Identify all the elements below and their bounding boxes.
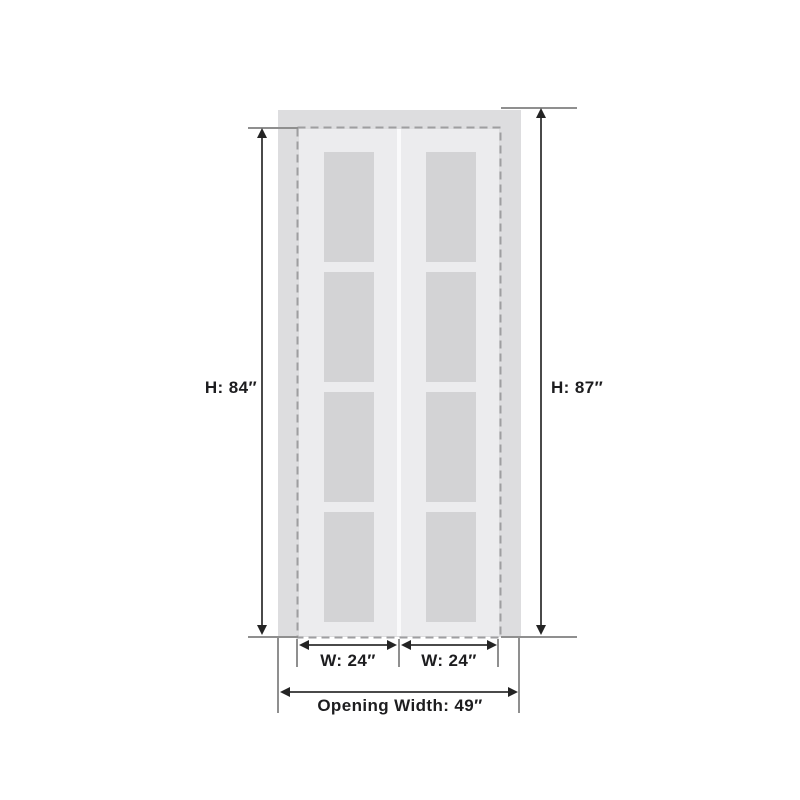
dimension-arrow-opening-height bbox=[540, 112, 542, 632]
arrowhead-left-icon bbox=[401, 640, 411, 650]
arrowhead-down-icon bbox=[536, 625, 546, 635]
dimension-cap-line bbox=[501, 636, 577, 638]
arrowhead-left-icon bbox=[299, 640, 309, 650]
dimension-arrow-door-width-left bbox=[302, 644, 395, 646]
door-unit-dashed-outline bbox=[296, 126, 502, 639]
label-door-width-right: W: 24″ bbox=[421, 651, 477, 670]
label-opening-width: Opening Width: 49″ bbox=[317, 696, 483, 715]
dimension-cap-line bbox=[248, 127, 298, 129]
arrowhead-down-icon bbox=[257, 625, 267, 635]
dimension-arrow-opening-width bbox=[284, 691, 513, 693]
label-door-width-left: W: 24″ bbox=[320, 651, 376, 670]
label-door-height: H: 84″ bbox=[204, 378, 257, 397]
extension-line bbox=[277, 637, 279, 713]
arrowhead-up-icon bbox=[257, 128, 267, 138]
arrowhead-right-icon bbox=[387, 640, 397, 650]
dimension-arrow-door-height bbox=[261, 132, 263, 632]
extension-line bbox=[518, 637, 520, 713]
dimension-cap-line bbox=[248, 636, 298, 638]
arrowhead-right-icon bbox=[487, 640, 497, 650]
dimension-arrow-door-width-right bbox=[404, 644, 495, 646]
label-opening-height: H: 87″ bbox=[551, 378, 604, 397]
arrowhead-up-icon bbox=[536, 108, 546, 118]
